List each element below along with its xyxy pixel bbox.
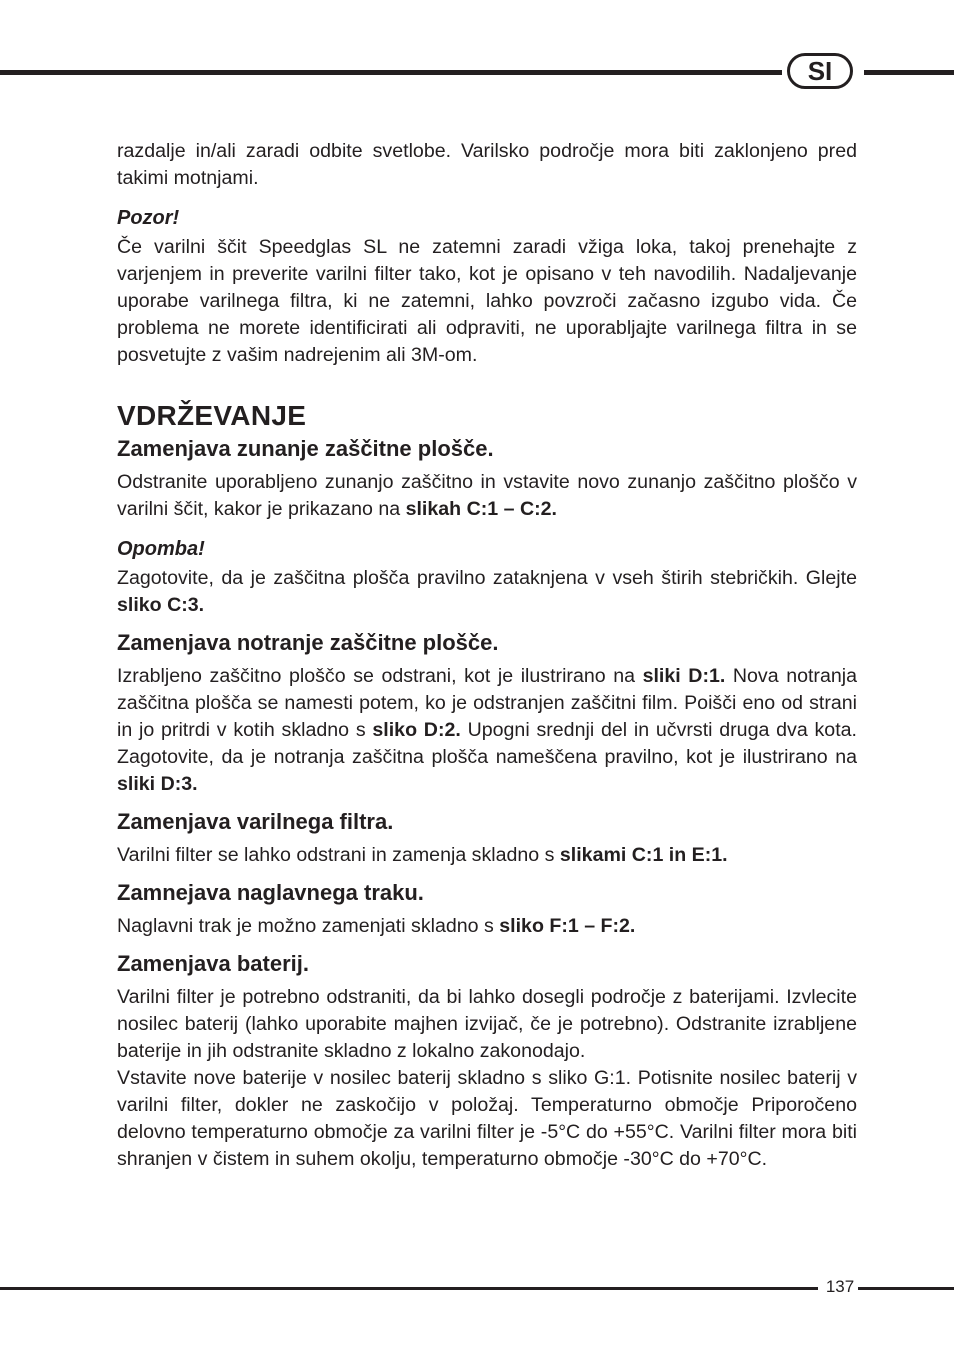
- header-rule-right: [864, 70, 954, 75]
- note-figure-ref: sliko C:3.: [117, 594, 205, 616]
- filter-text: [117, 842, 857, 869]
- note-body: Zagotovite, da je zaščitna plošča pravilno zataknjena v vseh štirih stebričkih. Glejte: [117, 567, 857, 589]
- batteries-heading: Zamenjava baterij.: [117, 951, 309, 976]
- inner-plate-body-2: Nova notranja zaščitna plošča se namesti potem, ko je odstranjen zaščitni film. Poišči eno od strani in jo pritrdi v kotih skladno s: [117, 665, 858, 741]
- language-badge: [787, 53, 853, 89]
- outer-plate-figure-ref: slikah C:1 – C:2.: [405, 498, 557, 520]
- outer-plate-text: [117, 469, 857, 523]
- inner-plate-figure-ref-2: sliko D:2.: [372, 719, 461, 741]
- headband-body: Naglavni trak je možno zamenjati skladno s: [117, 915, 500, 937]
- note-title: Opomba!: [117, 538, 205, 560]
- inner-plate-heading: Zamenjava notranje zaščitne plošče.: [117, 630, 499, 655]
- language-code: SI: [807, 55, 833, 86]
- filter-figure-ref: slikami C:1 in E:1.: [559, 844, 728, 866]
- intro-paragraph: razdalje in/ali zaradi odbite svetlobe. Varilsko področje mora biti zaklonjeno pred takimi motnjami.: [117, 140, 857, 189]
- caution-title: Pozor!: [117, 207, 180, 229]
- headband-heading: Zamnejava naglavnega traku.: [117, 880, 424, 905]
- page-number: 137: [825, 1277, 855, 1296]
- inner-plate-figure-ref-1: sliki D:1.: [642, 665, 726, 687]
- inner-plate-body-3: Upogni srednji del in učvrsti druga dva kota. Zagotovite, da je notranja zaščitna plošča nameščena pravilno, kot je ilustrirano na: [117, 719, 857, 768]
- note-text: [117, 565, 857, 619]
- batteries-text-2: Vstavite nove baterije v nosilec baterij skladno s sliko G:1. Potisnite nosilec baterij v varilni filter, dokler ne zaskočijo v položaj. Temperaturno območje Priporočeno delovno temperaturno območje za varilni filter je -5°C do +55°C. Varilni filter mora biti shranjen v čistem in suhem okolju, temperaturno območje -30°C do +70°C.: [117, 1067, 857, 1170]
- header-rule-left: [0, 70, 782, 75]
- page-content: [117, 138, 857, 1173]
- headband-text: [117, 913, 857, 940]
- batteries-text-1: Varilni filter je potrebno odstraniti, da bi lahko dosegli področje z baterijami. Izvlecite nosilec baterij (lahko uporabite majhen izvijač, če je potrebno). Odstranite izrabljene baterije in jih odstranite skladno z lokalno zakonodajo.: [117, 986, 857, 1062]
- inner-plate-body-1: Izrabljeno zaščitno ploščo se odstrani, kot je ilustrirano na: [117, 665, 643, 687]
- inner-plate-figure-ref-3: sliki D:3.: [117, 773, 198, 795]
- footer-rule-right: [858, 1287, 954, 1290]
- footer-rule-left: [0, 1287, 818, 1290]
- filter-heading: Zamenjava varilnega filtra.: [117, 809, 394, 834]
- outer-plate-heading: Zamenjava zunanje zaščitne plošče.: [117, 436, 494, 461]
- headband-figure-ref: sliko F:1 – F:2.: [499, 915, 636, 937]
- caution-text: Če varilni ščit Speedglas SL ne zatemni zaradi vžiga loka, takoj prenehajte z varjenjem in preverite varilni filter tako, kot je opisano v teh navodilih. Nadaljevanje uporabe varilnega filtra, ki ne zatemni, lahko povzroči začasno izgubo vida. Če problema ne morete identificirati ali odpraviti, ne uporabljajte varilnega filtra in se posvetujte z vašim nadrejenim ali 3M-om.: [117, 236, 857, 366]
- section-heading: VDRŽEVANJE: [117, 400, 307, 431]
- inner-plate-text: [117, 663, 857, 798]
- filter-body: Varilni filter se lahko odstrani in zamenja skladno s: [117, 844, 560, 866]
- outer-plate-body: Odstranite uporabljeno zunanjo zaščitno in vstavite novo zunanjo zaščitno ploščo v varilni ščit, kakor je prikazano na: [117, 471, 857, 520]
